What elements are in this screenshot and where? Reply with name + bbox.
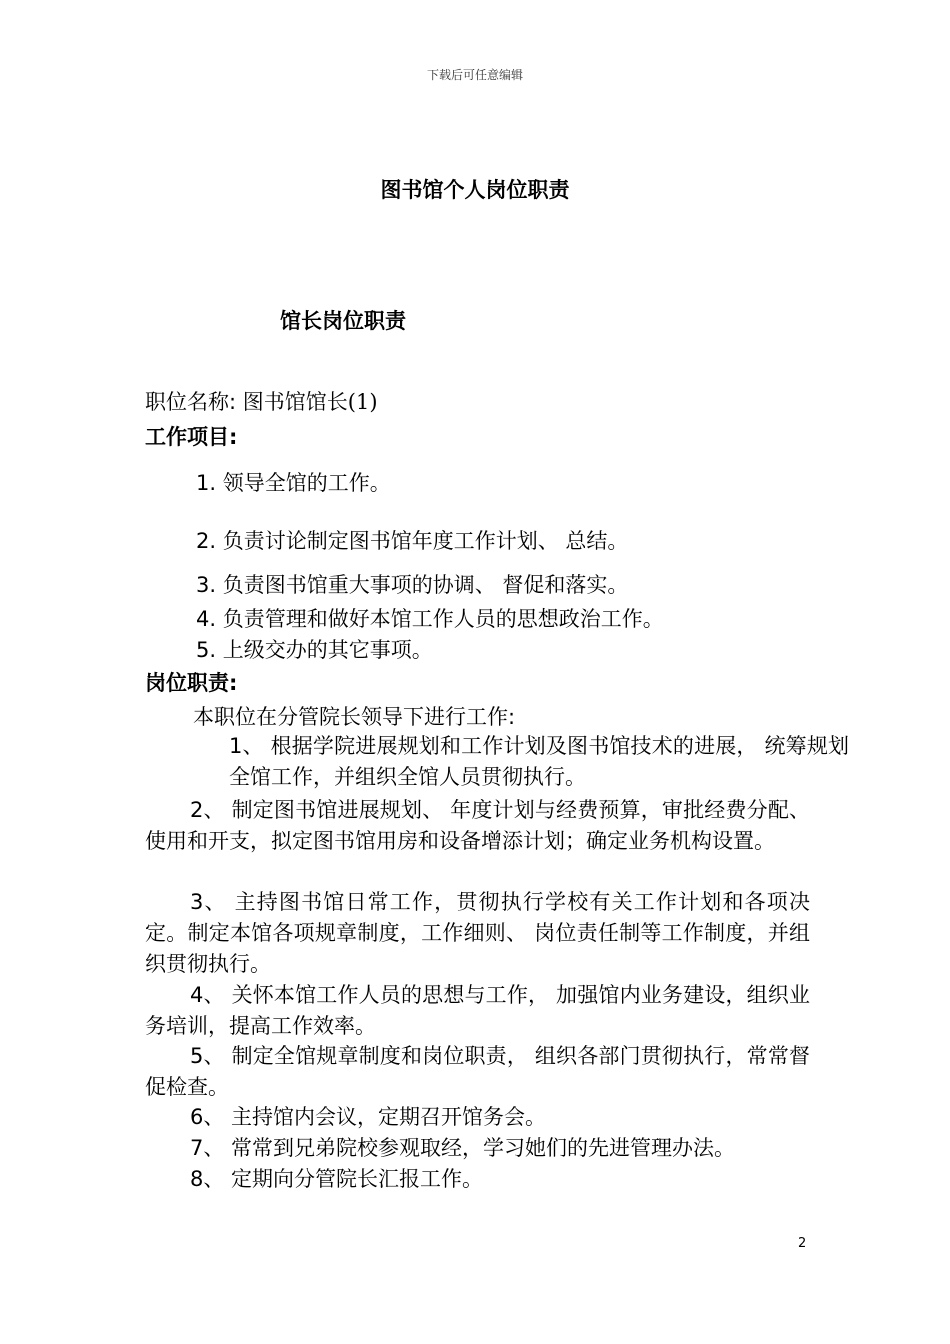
header-note: 下载后可任意编辑 — [426, 68, 523, 82]
section-title: 馆长岗位职责 — [280, 309, 406, 333]
position-line — [145, 386, 378, 416]
duties-heading: 岗位职责: — [145, 671, 238, 695]
duty-item: 5、 制定全馆规章制度和岗位职责， 组织各部门贯彻执行，常常督促检查。 — [145, 1044, 810, 1099]
work-item: 4. 负责管理和做好本馆工作人员的思想政治工作。 — [196, 607, 664, 631]
document-title: 图书馆个人岗位职责 — [380, 178, 570, 202]
duty-item: 1、 根据学院进展规划和工作计划及图书馆技术的进展， 统筹规划全馆工作，并组织全馆人员贯彻执行。 — [229, 734, 849, 789]
work-item: 5. 上级交办的其它事项。 — [196, 638, 433, 662]
duty-item: 3、 主持图书馆日常工作，贯彻执行学校有关工作计划和各项决定。制定本馆各项规章制度，工作细则、 岗位责任制等工作制度，并组织贯彻执行。 — [145, 890, 810, 976]
duty-item: 6、 主持馆内会议，定期召开馆务会。 — [190, 1105, 547, 1129]
work-item: 2. 负责讨论制定图书馆年度工作计划、 总结。 — [196, 529, 629, 553]
duty-item: 8、 定期向分管院长汇报工作。 — [190, 1167, 484, 1191]
position-value: 图书馆馆长(1) — [242, 390, 378, 414]
work-items-heading: 工作项目: — [145, 425, 238, 449]
page-number: 2 — [798, 1236, 807, 1251]
duty-item: 4、 关怀本馆工作人员的思想与工作， 加强馆内业务建设，组织业务培训，提高工作效率。 — [145, 983, 810, 1038]
position-label: 职位名称: — [145, 390, 237, 414]
work-item: 1. 领导全馆的工作。 — [196, 471, 391, 495]
work-item: 3. 负责图书馆重大事项的协调、 督促和落实。 — [196, 573, 629, 597]
duty-item: 7、 常常到兄弟院校参观取经，学习她们的先进管理办法。 — [190, 1136, 736, 1160]
duties-intro: 本职位在分管院长领导下进行工作: — [193, 705, 516, 729]
duty-item: 2、 制定图书馆进展规划、 年度计划与经费预算，审批经费分配、 使用和开支，拟定图书馆用房和设备增添计划；确定业务机构设置。 — [145, 798, 810, 853]
